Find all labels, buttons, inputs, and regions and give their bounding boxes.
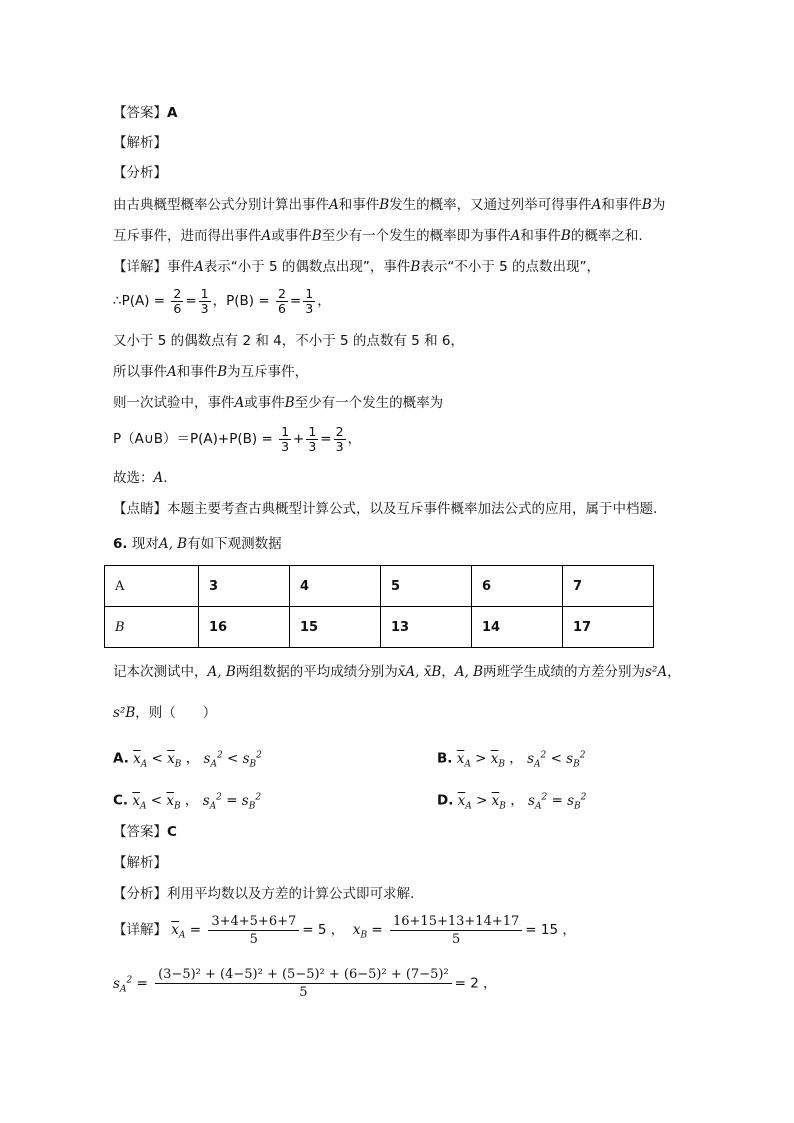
- trial-line: 则一次试验中，事件A或事件B至少有一个发生的概率为: [113, 395, 444, 411]
- answer-value: A: [167, 105, 178, 121]
- fenxi-tag: 【分析】: [113, 165, 167, 181]
- mutex-line: 所以事件A和事件B为互斥事件，: [113, 364, 309, 380]
- table-cell: 17: [563, 607, 654, 648]
- detail-tag: 【详解】: [113, 922, 167, 938]
- analysis2-tag: 【解析】: [113, 855, 167, 871]
- mean-a-fraction: $\frac{3+4+5+6+7}{5}$: [208, 913, 299, 948]
- detail-tag: 【详解】: [113, 259, 167, 275]
- detail2-line: 【详解】 $\overline{x}_A$ = $\frac{3+4+5+6+7}{5}$ = 5 ， $x_B$ = $\frac{16+15+13+14+17}{5}$ = 15 ，: [113, 913, 576, 947]
- answer-tag: 【答案】: [113, 824, 167, 840]
- fenxi-tag: 【分析】: [113, 886, 167, 902]
- fraction: $\frac{1}{3}$: [281, 423, 290, 454]
- fenxi2-line: 【分析】利用平均数以及方差的计算公式即可求解.: [113, 886, 415, 902]
- fraction: $\frac{1}{3}$: [308, 423, 317, 454]
- table-cell: 5: [381, 566, 472, 607]
- analysis-tag: 【解析】: [113, 135, 167, 151]
- even-points-line: 又小于 5 的偶数点有 2 和 4，不小于 5 的点数有 5 和 6，: [113, 333, 464, 349]
- observation-table: [104, 565, 654, 648]
- fraction: $\frac{1}{3}$: [200, 285, 209, 316]
- table-cell: 4: [290, 566, 381, 607]
- variance-line: $s_A^2$ = $\frac{\text{(3−5)² + (4−5)² + (5−5)² + (6−5)² + (7−5)²}}{5}$ = 2 ，: [113, 967, 497, 1000]
- option-a[interactable]: A. $\overline{x}_A < \overline{x}_B$ ， $s_A^2 < s_B^2$: [113, 750, 262, 770]
- table-row: [105, 566, 654, 607]
- option-b[interactable]: B. $\overline{x}_A > \overline{x}_B$ ， $s_A^2 < s_B^2$: [437, 750, 586, 770]
- answer-tag: 【答案】: [113, 105, 167, 121]
- fraction: $\frac{2}{6}$: [277, 285, 286, 316]
- probability-line: ∴P(A) = $\frac{2}{6}$ = $\frac{1}{3}$ ，P(B) = $\frac{2}{6}$ = $\frac{1}{3}$ ，: [113, 285, 331, 316]
- union-line: P（A∪B）＝P(A)+P(B) = $\frac{1}{3}$ + $\frac{1}{3}$ = $\frac{2}{3}$ ，: [113, 423, 362, 454]
- question-6: 6. 现对A, B有如下观测数据: [113, 536, 282, 552]
- detail-line-1: 【详解】事件A表示“小于 5 的偶数点出现”，事件B表示“不小于 5 的点数出现”，: [113, 259, 601, 275]
- answer2-line: [113, 822, 177, 842]
- option-c[interactable]: C. $\overline{x}_A < \overline{x}_B$ ， $s_A^2 = s_B^2$: [113, 792, 262, 812]
- fraction: $\frac{2}{3}$: [335, 423, 344, 454]
- variance-fraction: $\frac{\text{(3−5)² + (4−5)² + (5−5)² + (6−5)² + (7−5)²}}{5}$: [155, 966, 452, 1001]
- fenxi-line-2: 互斥事件，进而得出事件A或事件B至少有一个发生的概率即为事件A和事件B的概率之和.: [113, 228, 643, 244]
- table-cell: 15: [290, 607, 381, 648]
- table-cell: 13: [381, 607, 472, 648]
- answer-value: C: [167, 824, 177, 840]
- choose-line: 故选：A.: [113, 470, 168, 486]
- question-body-line-1: 记本次测试中，A, B两组数据的平均成绩分别为x̄A, x̄B，A, B两班学生成绩的方差分别为s²A，: [113, 664, 681, 680]
- dianjing-tag: 【点睛】: [113, 501, 167, 517]
- table-cell: A: [105, 566, 199, 607]
- mean-b-fraction: $\frac{16+15+13+14+17}{5}$: [390, 913, 522, 948]
- table-cell: B: [105, 607, 199, 648]
- table-cell: 7: [563, 566, 654, 607]
- fraction: $\frac{1}{3}$: [305, 285, 314, 316]
- table-cell: 14: [472, 607, 563, 648]
- table-row: [105, 607, 654, 648]
- table-cell: 6: [472, 566, 563, 607]
- fraction: $\frac{2}{6}$: [173, 285, 182, 316]
- question-body-line-2: s²B，则（ ）: [113, 705, 217, 721]
- table-cell: 3: [199, 566, 290, 607]
- answer-line: [113, 103, 177, 123]
- question-number: 6.: [113, 536, 128, 552]
- option-d[interactable]: D. $\overline{x}_A > \overline{x}_B$ ， $s_A^2 = s_B^2$: [437, 792, 587, 812]
- fenxi-line-1: 由古典概型概率公式分别计算出事件A和事件B发生的概率，又通过列举可得事件A和事件B为: [113, 197, 666, 213]
- dianjing-line: 【点睛】本题主要考查古典概型计算公式，以及互斥事件概率加法公式的应用，属于中档题.: [113, 501, 658, 517]
- table-cell: 16: [199, 607, 290, 648]
